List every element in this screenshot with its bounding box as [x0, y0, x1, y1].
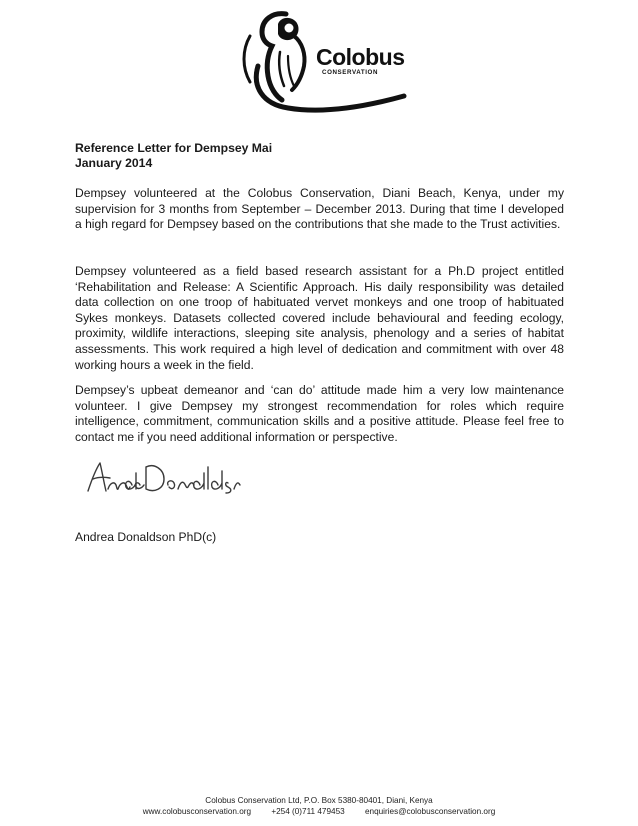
paragraph-intro: Dempsey volunteered at the Colobus Conservation, Diani Beach, Kenya, under my supervision for 3 months from September – December 2013. During that time I developed a high regard for Dempsey based on the contributions that she made to the Trust activities.	[75, 186, 564, 232]
letter-heading	[75, 141, 565, 171]
logo-brand-text: Colobus	[316, 44, 405, 70]
footer-phone: +254 (0)711 479453	[271, 807, 345, 816]
signatory-name: Andrea Donaldson PhD(c)	[75, 530, 217, 544]
paragraph-duties: Dempsey volunteered as a field based research assistant for a Ph.D project entitled ‘Rehabilitation and Release: A Scientific Approach. His daily responsibility was detailed data collection on one troop of habituated vervet monkeys and one troop of habituated Sykes monkeys. Datasets collected covered include behavioural and feeding ecology, proximity, wildlife interactions, sleeping site analysis, phenology and a series of habitat assessments. This work required a high level of dedication and commitment with over 48 working hours a week in the field.	[75, 264, 564, 372]
handwritten-signature	[84, 455, 244, 505]
footer-email-link[interactable]: enquiries@colobusconservation.org	[364, 807, 496, 816]
logo-subtitle-text: CONSERVATION	[322, 69, 379, 76]
paragraph-recommendation: Dempsey’s upbeat demeanor and ‘can do’ attitude made him a very low maintenance volunteer. I give Dempsey my strongest recommendation for roles which require intelligence, commitment, communication skills and a positive attitude. Please feel free to contact me if you need additional information or perspective.	[75, 383, 564, 444]
footer-address: Colobus Conservation Ltd, P.O. Box 5380-80401, Diani, Kenya	[205, 796, 433, 805]
letter-title: Reference Letter for Dempsey Mai	[75, 141, 273, 155]
footer-website-link[interactable]: www.colobusconservation.org	[142, 807, 252, 816]
footer-contacts	[0, 806, 638, 817]
letter-date: January 2014	[75, 156, 153, 170]
letterhead-footer	[0, 795, 638, 817]
